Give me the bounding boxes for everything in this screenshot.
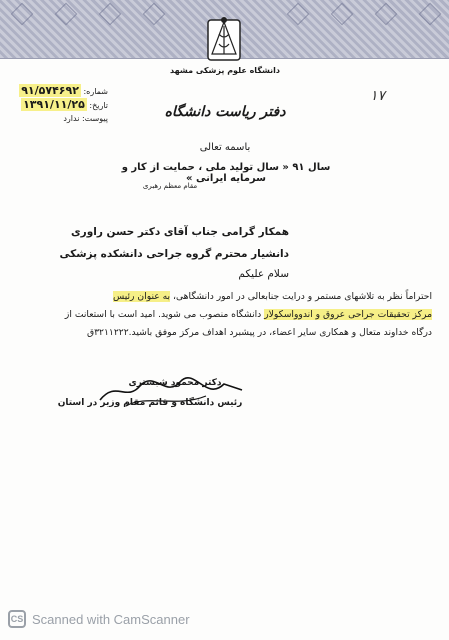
ornament-icon	[287, 3, 310, 26]
ornament-icon	[375, 3, 398, 26]
body-highlight: مرکز تحقیقات جراحی عروق و اندوواسکولار	[264, 309, 432, 320]
scanner-text: Scanned with CamScanner	[32, 611, 190, 627]
office-title: دفتر ریاست دانشگاه	[164, 104, 286, 120]
ornament-icon	[331, 3, 354, 26]
meta-number-value: ۹۱/۵۷۴۶۹۲	[21, 84, 79, 97]
body-highlight: به عنوان رئیس	[113, 291, 171, 302]
besmellah: باسمه تعالی	[199, 142, 251, 153]
camscanner-icon: CS	[8, 610, 26, 628]
recipient-name: همکار گرامی جناب آقای دکتر حسن راوری	[71, 226, 289, 238]
meta-attachment-value: ندارد	[63, 114, 80, 123]
letter-body	[26, 288, 432, 342]
meta-attachment-label: پیوست:	[81, 114, 108, 123]
meta-date-value: ۱۳۹۱/۱۱/۲۵	[23, 98, 85, 111]
body-line	[26, 288, 432, 306]
body-text: درگاه خداوند متعال و همکاری سایر اعضاء، در پیشبرد اهداف مرکز موفق باشید.	[128, 327, 432, 338]
margin-mark: ۱۷	[370, 88, 386, 104]
motto-source: مقام معظم رهبری	[142, 182, 198, 190]
recipient-title: دانشیار محترم گروه جراحی دانشکده پزشکی	[59, 248, 289, 260]
signer-title: رئیس دانشگاه و قائم مقام وزیر در استان	[57, 398, 243, 408]
ornament-icon	[99, 3, 122, 26]
body-text: احتراماً نظر به تلاشهای مستمر و درایت جنابعالی در امور دانشگاهی،	[170, 291, 432, 302]
university-name: دانشگاه علوم پزشکی مشهد	[170, 66, 280, 75]
ornament-icon	[419, 3, 442, 26]
ornament-icon	[143, 3, 166, 26]
university-logo-icon	[206, 14, 242, 64]
body-line	[26, 306, 432, 324]
meta-number-row	[8, 84, 108, 98]
meta-attachment-row	[8, 112, 108, 126]
meta-date-row	[8, 98, 108, 112]
scanner-footer	[8, 608, 190, 630]
year-motto: سال ۹۱ « سال تولید ملی ، حمایت از کار و سرمایه ایرانی »	[121, 162, 331, 184]
body-ref: ۳۲۱۱۲۲۲ق	[86, 327, 129, 338]
letter-meta	[8, 84, 108, 126]
ornament-icon	[55, 3, 78, 26]
greeting: سلام علیکم	[238, 268, 289, 280]
ornament-icon	[11, 3, 34, 26]
signer-name: دکتر محمود شبستری	[128, 378, 222, 388]
body-line	[26, 324, 432, 342]
meta-number-label: شماره:	[83, 87, 108, 96]
body-text: دانشگاه منصوب می شوید. امید است با استعانت از	[64, 309, 265, 320]
meta-date-label: تاریخ:	[89, 101, 108, 110]
